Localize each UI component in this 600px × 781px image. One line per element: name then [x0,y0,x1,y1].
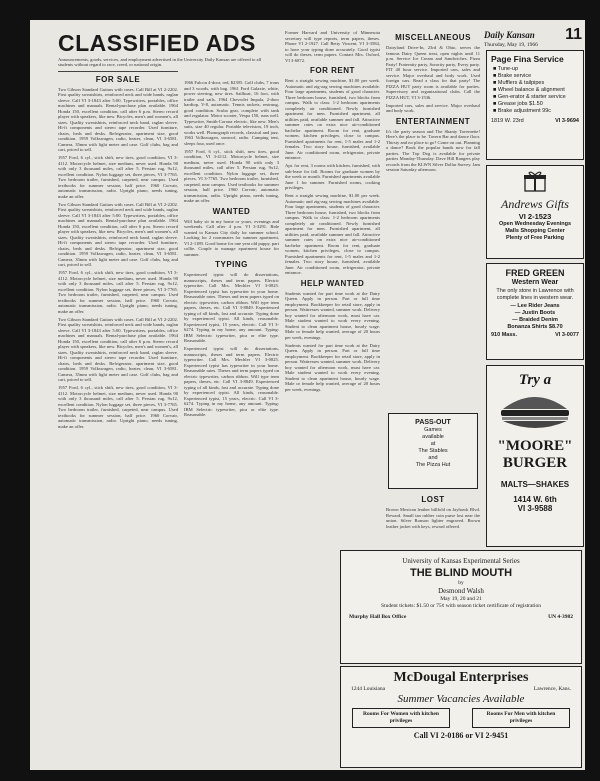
for-sale-listings-cont: 1957 Ford, 6 cyl., stick shift, new tires, good condition, VI 3-4112. Motorcycle helmet, size medium, never used. Honda 90 with only 3 thousand miles, call after 5. Persian rug, 9x12, excellent condition. Nylon luggage set, three pieces, VI 3-7765. Two bedroom trailer, furnished, carpeted, near campus. Used textbooks for summer session, half price. 1960 Corvair, automatic transmission, radio. Upright piano, needs tuning, make an offer. [184,148,279,203]
mcdougal-title: McDougal Enterprises [393,670,529,685]
blind-mouth-prices: Student tickets: $1.50 or 75¢ with season ticket certificate of registration [381,603,541,609]
for-sale-heading: FOR SALE [95,74,141,84]
blind-mouth-by: by [458,580,464,586]
mcdougal-phone: Call VI 2-0186 or VI 2-9451 [413,731,509,740]
wanted-listings: Will baby sit in my home or yours, evenings and weekends. Call after 4 p.m. VI 3-3291. Ride wanted to Kansas City daily for summer school. Looking for 2 roommates for summer apartment, VI 2-1189. Good home for one year old puppy, part collie. Couple to manage apartment house for summer. [184,218,279,257]
classified-intro: Announcements, goods, services, and employment advertised in the University Daily Kansan are offered to all students without regard to race, creed, or national origin. [58,57,262,68]
lost-section [386,495,480,540]
typing-listings-cont: Former Harvard and University of Minnesota secretary will type reports, term papers, theses. Phone VI 2-1927. Call Betty Vincent, VI 3-3584, to have your typing done accurately. Good typist will do theses, term papers. Contact Mrs. Oxford, VI 3-6872. [285,30,380,63]
help-wanted-listings: Students wanted for part time work at the Dairy Queen. Apply in person. Part or full time employment. Bookkeeper for retail store, apply in person. Waitresses wanted, summer work. Delivery boy wanted for afternoon work, must have car. Male student wanted to work every evening. Student to clean apartment house, hourly wage. Male or female help wanted, average of 20 hours per week, evenings. [285,290,380,340]
andrews-line: Plenty of Free Parking [505,235,565,241]
service-item: ■ Gen-erator & starter service [493,94,566,100]
pass-out-line: at [430,441,436,447]
entertainment-heading: ENTERTAINMENT [395,116,471,126]
service-item: ■ Brake service [493,73,532,79]
issue-date: Thursday, May 19, 1966 [484,42,538,48]
andrews-line: Open Wednesday Evenings [498,221,572,227]
fred-green-line: The only store in Lawrence with complete lines in western wear. [496,288,574,301]
pass-out-line: The Stables [418,448,448,454]
blind-mouth-org: University of Kansas Experimental Series [402,557,520,565]
miscellaneous-listings: Imported cars, sales and service. Major overhaul and body work. [386,102,480,113]
blind-mouth-ad [340,550,582,664]
moore-name: "MOORE" [497,438,573,454]
fred-green-phone: VI 3-0077 [555,332,579,338]
mcdougal-headline: Summer Vacancies Available [397,693,525,705]
column-wanted-typing [184,80,279,768]
moore-sub: MALTS—SHAKES [500,480,570,489]
for-sale-listings: 1957 Ford, 6 cyl., stick shift, new tires, good condition, VI 3-4112. Motorcycle helmet, size medium, never used. Honda 90 with only 3 thousand miles, call after 5. Persian rug, 9x12, excellent condition. Nylon luggage set, three pieces, VI 3-7765. Two bedroom trailer, furnished, carpeted, near campus. Used textbooks for summer session, half price. 1960 Corvair, automatic transmission, radio. Upright piano, needs tuning, make an offer. [58,385,178,429]
pass-out-line: The Pizza Hut [415,462,451,468]
pass-out-line: available [422,434,444,440]
classified-title: CLASSIFIED ADS [58,30,256,56]
andrews-gifts-ad [486,165,584,259]
rooms-women-box: Rooms For Women with kitchen privileges [352,708,450,728]
andrews-title: Andrews Gifts [501,197,569,211]
service-item: ■ Brake adjustment 99c [493,108,552,114]
service-item: ■ Mufflers & tailpipes [493,80,545,86]
blind-mouth-phone: UN 4-3982 [548,614,573,620]
service-item: ■ Grease jobs $1.50 [493,101,543,107]
gift-box-icon [522,170,548,192]
for-sale-listings: 1957 Ford, 6 cyl., stick shift, new tires, good condition, VI 3-4112. Motorcycle helmet, size medium, never used. Honda 90 with only 3 thousand miles, call after 5. Persian rug, 9x12, excellent condition. Nylon luggage set, three pieces, VI 3-7765. Two bedroom trailer, furnished, carpeted, near campus. Used textbooks for summer session, half price. 1960 Corvair, automatic transmission, radio. Upright piano, needs tuning, make an offer. [58,270,178,314]
entertainment-listings: It's the party season and The Shanty Tavernette! Here's the place to be. Tavern Bar and dance floor. Thirsty and no place to go? Come on out. Planning a dance? Book the popular bands now for fall parties. The Top Dog is available for private parties Monday-Thursday. Dave Hill Rangers play records from the KLWN Silver Dollar Survey. Jam session Saturday afternoon. [386,128,480,172]
mcdougal-city: Lawrence, Kans. [533,686,571,692]
newspaper-page [30,20,585,770]
page-number: 11 [565,26,582,43]
rooms-men-box: Rooms For Men with kitchen privileges [472,708,570,728]
blind-mouth-title: THE BLIND MOUTH [409,567,513,579]
page-fina-ad [486,50,584,160]
miscellaneous-heading: MISCELLANEOUS [395,33,471,42]
page-fina-address: 1819 W. 23rd [491,118,524,124]
fred-green-subtitle: Western Wear [511,279,559,286]
mcdougal-address: 1244 Louisiana [351,686,386,692]
blind-mouth-venue: Murphy Hall Box Office [349,614,407,620]
typing-listings: Experienced typist will do dissertations, manuscripts, theses and term papers. Electric typewriter. Call Mrs. Mechler VI 3-0825. Experienced typist has typewriter in your home. Reasonable rates. Theses and term papers typed on electric typewriter, carbon ribbon. Will type term papers, theses, etc. Call VI 3-8849. Experienced typing of all kinds, fast and accurate. Typing done by experienced typist. All kinds, reasonable. Experienced typist, 15 years, electric. Call VI 3-6274. Typing in my home, any amount. Typing: IBM Selectric typewriter, pica or elite type. Reasonable. [184,272,279,343]
for-rent-listings: Rent a straight sewing machine, $1.00 per week. Automatic and zig-zag sewing machines available. Four large apartments, students of good character. Three bedroom house, furnished, two blocks from campus. Walk to class: 1-2 bedroom apartments completely air conditioned. Newly furnished apartment for men. Furnished apartment, all utilities paid, available summer and fall. Attractive summer rates on extra nice air-conditioned bachelor apartment. Room for rent, graduate women, kitchen privileges, close to campus. Furnished apartments for rent, 1-5 males and 1-2 females. Two story house, furnished, available June. Air conditioned room, refrigerator, private entrance. [285,78,380,160]
fred-green-ad [486,263,584,360]
mcdougal-address-row [341,686,581,693]
moore-item: BURGER [502,455,568,471]
divider [58,71,178,72]
typing-listings: Experienced typist will do dissertations, manuscripts, theses and term papers. Electric typewriter. Call Mrs. Mechler VI 3-0825. Experienced typist has typewriter in your home. Reasonable rates. Theses and term papers typed on electric typewriter, carbon ribbon. Will type term papers, theses, etc. Call VI 3-8849. Experienced typing of all kinds, fast and accurate. Typing done by experienced typist. All kinds, reasonable. Experienced typist, 15 years, electric. Call VI 3-6274. Typing in my home, any amount. Typing: IBM Selectric typewriter, pica or elite type. Reasonable. [184,346,279,417]
page-fina-phone: VI 3-9694 [555,118,579,124]
moore-address: 1414 W. 6th [513,495,557,504]
pass-out-line: and [428,455,438,461]
burger-illustration [497,391,573,433]
typing-heading: TYPING [215,260,248,269]
fred-green-contact [487,331,583,340]
lost-listings: Brown Mexican leather billfold on Jayhawk Blvd. Reward. Small tan rubber coin purse lost near the union. Silver Ronson lighter engraved. Brown leather jacket with keys, reward offered. [386,507,480,529]
fred-green-line: — Lee Rider Jeans [510,303,560,309]
for-sale-listings: 1957 Ford, 6 cyl., stick shift, new tires, good condition, VI 3-4112. Motorcycle helmet, size medium, never used. Honda 90 with only 3 thousand miles, call after 5. Persian rug, 9x12, excellent condition. Nylon luggage set, three pieces, VI 3-7765. Two bedroom trailer, furnished, carpeted, near campus. Used textbooks for summer session, half price. 1960 Corvair, automatic transmission, radio. Upright piano, needs tuning, make an offer. [58,155,178,199]
moore-burger-ad [486,365,584,547]
mcdougal-ad [340,666,582,768]
fred-green-address: 910 Mass. [491,332,517,338]
pass-out-title: PASS-OUT [415,419,451,426]
fred-green-price: Bonanza Shirts $8.70 [507,324,563,330]
page-header [484,26,582,48]
wanted-heading: WANTED [212,206,251,216]
mcdougal-boxes [341,708,581,728]
help-wanted-heading: HELP WANTED [300,278,365,288]
service-item: ■ Tune-up [493,66,519,72]
andrews-phone: VI 2-1523 [518,212,552,221]
blind-mouth-dates: May 19, 20 and 21 [440,596,482,602]
help-wanted-listings: Students wanted for part time work at the Dairy Queen. Apply in person. Part or full time employment. Bookkeeper for retail store, apply in person. Waitresses wanted, summer work. Delivery boy wanted for afternoon work, must have car. Male student wanted to work every evening. Student to clean apartment house, hourly wage. Male or female help wanted, average of 20 hours per week, evenings. [285,342,380,392]
blind-mouth-footer [341,610,581,621]
for-sale-listings: Two Gibson Standard Guitars with cases. Call Bill at VI 2-2202. First quality sweatshirts, reinforced neck and wide bands, raglan sleeve. Call VI 3-1843 after 5:00. Typewriters, portables, office machines and manuals. Rental-purchase plan available. 1964 Honda 150, excellent condition, call after 6 p.m. Stereo record player with speakers, like new. Bicycles, men's and women's, all sizes. Quality sweatshirts, reinforced neck band, raglan sleeve. Hi-fi components and stereo tape recorder. Used furniture, chairs, beds and desks. Refrigerator, apartment size, good condition. 1959 Volkswagen, radio, heater, clean, VI 3-6581. Camera, 35mm with light meter and case. Golf clubs, bag and cart, priced to sell. [58,201,178,268]
page-fina-title: Page Fina Service [491,54,564,64]
blind-mouth-author: Desmond Walsh [438,587,484,595]
miscellaneous-listings: Dairyland Drive-In, 23rd & Ohio, serves the famous Dairy Queen treat, open nights until 11 p.m. Service Ice Cream and Sandwiches. Pizza Party! Fraternity party, Sorority party, Every party. FIT 40 hour service. Imported cars, sales and service. Major overhaul and body work. Used foreign cars. Read a class for that party! The PIZZA HUT party room is available for parties. Supervisory and organizational clubs. Call the PIZZA HUT, VI 3-1536. [386,45,480,100]
fred-green-line: — Braided Denim [512,317,558,323]
paper-name: Daily Kansan [484,30,535,40]
lost-heading: LOST [421,495,445,504]
for-rent-heading: FOR RENT [310,66,355,75]
moore-try: Try a [518,372,552,388]
andrews-line: Malls Shopping Center [505,228,565,234]
page-fina-contact [487,115,583,125]
pass-out-ad [388,413,478,489]
moore-phone: VI 3-9588 [517,504,553,513]
pass-out-line: Games [424,427,442,433]
service-item: ■ Wheel balance & alignment [493,87,565,93]
fred-green-title: FRED GREEN [505,268,565,278]
for-sale-listings: Two Gibson Standard Guitars with cases. Call Bill at VI 2-2202. First quality sweatshirts, reinforced neck and wide bands, raglan sleeve. Call VI 3-1843 after 5:00. Typewriters, portables, office machines and manuals. Rental-purchase plan available. 1964 Honda 150, excellent condition, call after 6 p.m. Stereo record player with speakers, like new. Bicycles, men's and women's, all sizes. Quality sweatshirts, reinforced neck band, raglan sleeve. Hi-fi components and stereo tape recorder. Used furniture, chairs, beds and desks. Refrigerator, apartment size, good condition. 1959 Volkswagen, radio, heater, clean, VI 3-6581. Camera, 35mm with light meter and case. Golf clubs, bag and cart, priced to sell. [58,316,178,383]
for-sale-listings: Two Gibson Standard Guitars with cases. Call Bill at VI 2-2202. First quality sweatshirts, reinforced neck and wide bands, raglan sleeve. Call VI 3-1843 after 5:00. Typewriters, portables, office machines and manuals. Rental-purchase plan available. 1964 Honda 150, excellent condition, call after 6 p.m. Stereo record player with speakers, like new. Bicycles, men's and women's, all sizes. Quality sweatshirts, reinforced neck band, raglan sleeve. Hi-fi components and stereo tape recorder. Used furniture, chairs, beds and desks. Refrigerator, apartment size, good condition. 1959 Volkswagen, radio, heater, clean, VI 3-6581. Camera, 35mm with light meter and case. Golf clubs, bag and cart, priced to sell. [58,86,178,153]
for-rent-listings: Apt. for rent, 3 rooms with kitchen, furnished, with sub-lease for fall. Rooms for graduate women by the week or month. Furnished apartments available June 1 for summer. Furnished rooms, cooking privileges. [285,163,380,190]
for-rent-listings: Rent a straight sewing machine, $1.00 per week. Automatic and zig-zag sewing machines available. Four large apartments, students of good character. Three bedroom house, furnished, two blocks from campus. Walk to class: 1-2 bedroom apartments completely air conditioned. Newly furnished apartment for men. Furnished apartment, all utilities paid, available summer and fall. Attractive summer rates on extra nice air-conditioned bachelor apartment. Room for rent, graduate women, kitchen privileges, close to campus. Furnished apartments for rent, 1-5 males and 1-2 females. Two story house, furnished, available June. Air conditioned room, refrigerator, private entrance. [285,193,380,275]
fred-green-line: — Justin Boots [514,310,556,316]
for-sale-listings-cont: 1966 Falcon 4-door, red, $2395. Golf clubs, 7 irons and 3 woods, with bag. 1961 Ford Galaxie, white, power steering, new tires. Sailboat, 16 foot, with trailer and sails. 1964 Chevrolet Impala, 2-door hardtop, V-8, automatic. Tennis rackets, restrung, good condition. Scuba gear, complete with tank and regulator. Motor scooter, Vespa 150, runs well. Typewriter, Smith-Corona electric, like new. Men's suits, size 40 regular. Portable television, 19 inch, works well. Phonograph records, classical and jazz. 1963 Volkswagen, sunroof, radio. Camping tent, sleeps four, used once. [184,80,279,146]
